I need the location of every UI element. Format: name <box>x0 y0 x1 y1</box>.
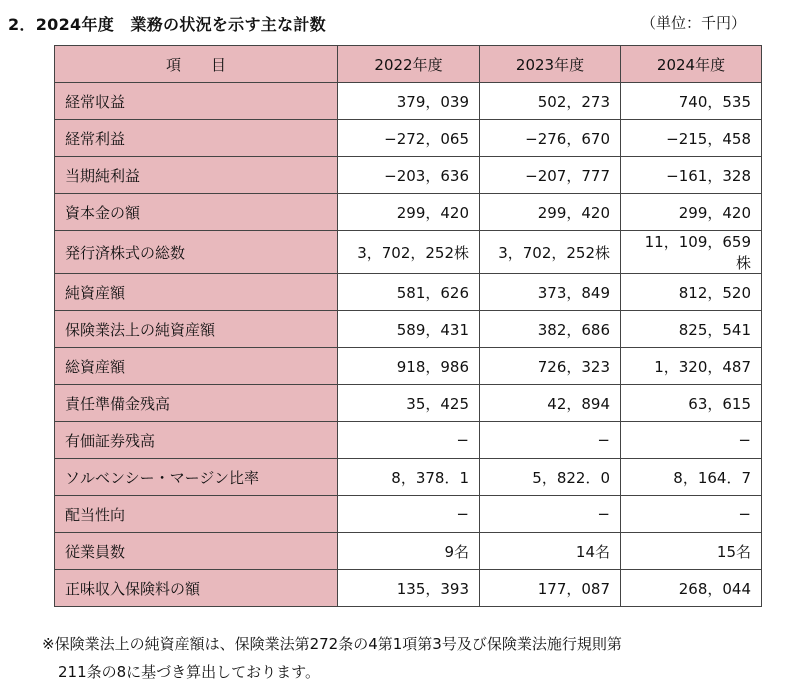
value-cell: 9名 <box>338 533 480 570</box>
row-label: 総資産額 <box>55 348 338 385</box>
value-cell: 15名 <box>621 533 762 570</box>
row-label: 経常利益 <box>55 120 338 157</box>
value-cell: −207，777 <box>480 157 621 194</box>
table-header-row <box>55 46 762 83</box>
row-label: 発行済株式の総数 <box>55 231 338 274</box>
value-cell: 42，894 <box>480 385 621 422</box>
header-2024: 2024年度 <box>621 46 762 83</box>
value-cell: 299，420 <box>480 194 621 231</box>
value-cell: − <box>621 422 762 459</box>
value-cell: − <box>621 496 762 533</box>
value-cell: − <box>480 422 621 459</box>
table-row <box>55 311 762 348</box>
value-cell: 135，393 <box>338 570 480 607</box>
value-cell: 63，615 <box>621 385 762 422</box>
table-row <box>55 422 762 459</box>
value-cell: 502，273 <box>480 83 621 120</box>
header-2022: 2022年度 <box>338 46 480 83</box>
table-row <box>55 194 762 231</box>
value-cell: 581，626 <box>338 274 480 311</box>
row-label: 責任準備金残高 <box>55 385 338 422</box>
footnote <box>42 630 622 686</box>
value-cell: 14名 <box>480 533 621 570</box>
table-row <box>55 385 762 422</box>
value-cell: 373，849 <box>480 274 621 311</box>
value-cell: 918，986 <box>338 348 480 385</box>
row-label: 保険業法上の純資産額 <box>55 311 338 348</box>
value-cell: 740，535 <box>621 83 762 120</box>
footnote-line-2: 211条の8に基づき算出しております。 <box>58 663 320 681</box>
value-cell: −272，065 <box>338 120 480 157</box>
table-row <box>55 274 762 311</box>
financial-table <box>54 45 762 607</box>
row-label: 純資産額 <box>55 274 338 311</box>
table-row <box>55 570 762 607</box>
value-cell: 812，520 <box>621 274 762 311</box>
value-cell: −161，328 <box>621 157 762 194</box>
value-cell: 8，378．1 <box>338 459 480 496</box>
value-cell: − <box>338 422 480 459</box>
row-label: 配当性向 <box>55 496 338 533</box>
value-cell: 11，109，659株 <box>621 231 762 274</box>
footnote-line-1: ※保険業法上の純資産額は、保険業法第272条の4第1項第3号及び保険業法施行規則第 <box>42 635 622 653</box>
value-cell: − <box>338 496 480 533</box>
row-label: 正味収入保険料の額 <box>55 570 338 607</box>
header-item: 項 目 <box>55 46 338 83</box>
value-cell: 8，164．7 <box>621 459 762 496</box>
row-label: 当期純利益 <box>55 157 338 194</box>
table-row <box>55 83 762 120</box>
value-cell: −203，636 <box>338 157 480 194</box>
value-cell: 299，420 <box>621 194 762 231</box>
value-cell: 3，702，252株 <box>338 231 480 274</box>
table-row <box>55 496 762 533</box>
value-cell: 589，431 <box>338 311 480 348</box>
table-row <box>55 459 762 496</box>
value-cell: 5，822．0 <box>480 459 621 496</box>
header-2023: 2023年度 <box>480 46 621 83</box>
section-heading: 2．2024年度 業務の状況を示す主な計数 <box>8 15 326 34</box>
value-cell: −276，670 <box>480 120 621 157</box>
value-cell: 35，425 <box>338 385 480 422</box>
value-cell: 299，420 <box>338 194 480 231</box>
table-row <box>55 120 762 157</box>
value-cell: 3，702，252株 <box>480 231 621 274</box>
row-label: ソルベンシー・マージン比率 <box>55 459 338 496</box>
value-cell: 1，320，487 <box>621 348 762 385</box>
row-label: 有価証券残高 <box>55 422 338 459</box>
value-cell: 177，087 <box>480 570 621 607</box>
value-cell: 726，323 <box>480 348 621 385</box>
table-row <box>55 533 762 570</box>
row-label: 経常収益 <box>55 83 338 120</box>
value-cell: 379，039 <box>338 83 480 120</box>
value-cell: 268，044 <box>621 570 762 607</box>
unit-label: （単位：千円） <box>640 14 746 32</box>
row-label: 従業員数 <box>55 533 338 570</box>
table-row <box>55 157 762 194</box>
value-cell: 825，541 <box>621 311 762 348</box>
value-cell: −215，458 <box>621 120 762 157</box>
table-row <box>55 348 762 385</box>
table-row <box>55 231 762 274</box>
row-label: 資本金の額 <box>55 194 338 231</box>
table-body <box>55 83 762 607</box>
value-cell: 382，686 <box>480 311 621 348</box>
value-cell: − <box>480 496 621 533</box>
